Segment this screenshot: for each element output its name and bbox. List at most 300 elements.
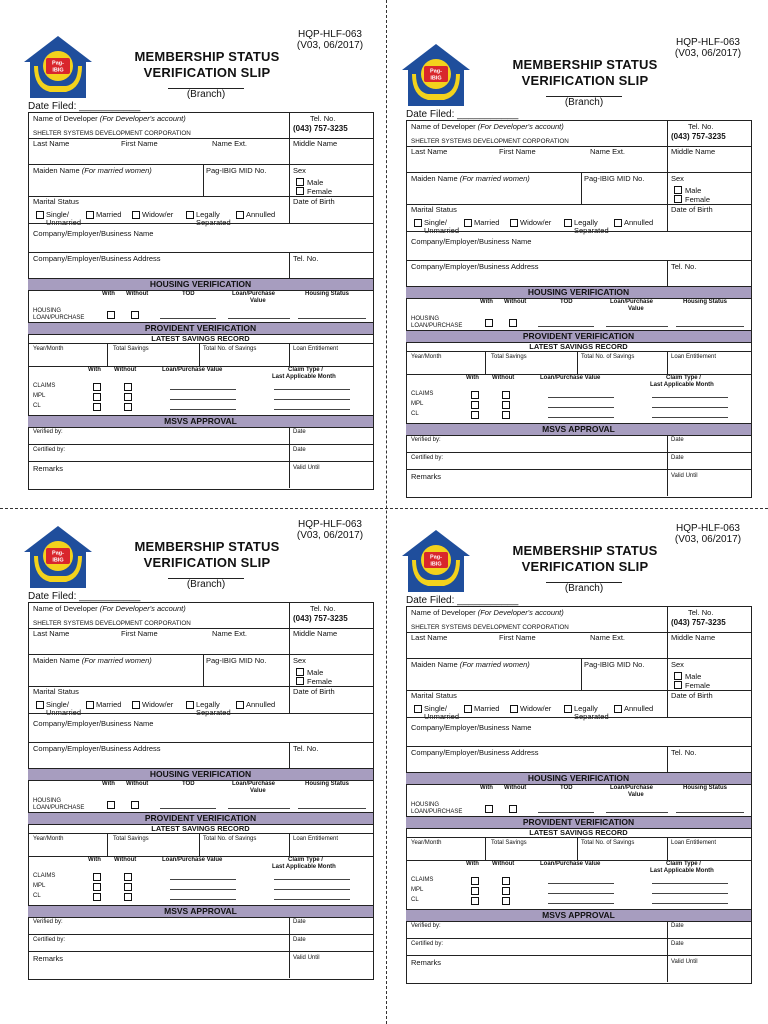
loan-purchase-label: Loan/Purchase (610, 299, 654, 305)
male-checkbox[interactable] (674, 672, 682, 680)
date-filed: Date Filed: ___________ (28, 591, 141, 602)
housing-without-checkbox[interactable] (509, 319, 517, 327)
certified-date-label: Date (293, 447, 306, 453)
certified-date-label: Date (293, 937, 306, 943)
housing-with-label: With (480, 785, 493, 791)
male-label: Male (307, 178, 324, 187)
housing-with-checkbox[interactable] (485, 805, 493, 813)
loan-value-field[interactable] (228, 318, 290, 319)
company-address-label: Company/Employer/Business Address (33, 254, 161, 263)
year-month-label: Year/Month (411, 354, 442, 360)
msvs-approval-band: MSVS APPROVAL (406, 423, 751, 436)
form-title-line2: VERIFICATION SLIP (143, 65, 271, 80)
housing-status-label: Housing Status (683, 785, 728, 791)
claims-without-checkbox[interactable] (502, 877, 510, 885)
married-label: Married (474, 218, 500, 227)
loan-entitlement-label: Loan Entitlement (293, 346, 339, 352)
legally-label: Legally (574, 218, 598, 227)
pag-ibig-logo-icon (398, 40, 474, 110)
cl-with-checkbox[interactable] (471, 897, 479, 905)
separated-label: Separated (574, 712, 609, 721)
loan-purchase-value-label: Loan/Purchase Value (162, 367, 223, 373)
cl-without-checkbox[interactable] (124, 403, 132, 411)
legally-separated-checkbox[interactable] (186, 701, 194, 709)
claims-loan-field[interactable] (170, 389, 236, 390)
maiden-label: Maiden Name (33, 166, 80, 175)
latest-savings-label: LATEST SAVINGS RECORD (151, 334, 250, 343)
claims-with-checkbox[interactable] (93, 383, 101, 391)
provident-verification-band: PROVIDENT VERIFICATION (28, 322, 373, 335)
year-month-label: Year/Month (33, 346, 64, 352)
claims-label: CLAIMS (33, 383, 56, 389)
loan-value-field[interactable] (228, 808, 290, 809)
provident-verification-band: PROVIDENT VERIFICATION (406, 816, 751, 829)
company-label: Company/Employer/Business Name (411, 723, 532, 732)
widow-label: Widow/er (520, 704, 552, 713)
middle-name-label: Middle Name (671, 633, 716, 642)
developer-value: SHELTER SYSTEMS DEVELOPMENT CORPORATION (411, 624, 569, 631)
mpl-loan-field[interactable] (170, 889, 236, 890)
certified-by-label: Certified by: (411, 941, 444, 947)
single-label: Single/ (46, 210, 69, 219)
value-label: Value (628, 306, 644, 312)
married-label: Married (96, 210, 122, 219)
mpl-label: MPL (411, 401, 424, 407)
housing-without-checkbox[interactable] (131, 311, 139, 319)
certified-by-label: Certified by: (33, 447, 66, 453)
tel-value: (043) 757-3235 (671, 618, 726, 627)
mpl-loan-field[interactable] (170, 399, 236, 400)
developer-label: Name of Developer (411, 122, 476, 131)
tod-label: TOD (560, 785, 573, 791)
name-ext-label: Name Ext. (590, 147, 626, 156)
mid-no-label: Pag-IBIG MID No. (206, 656, 267, 665)
separated-label: Separated (196, 218, 231, 227)
married-label: Married (96, 700, 122, 709)
annulled-label: Annulled (246, 210, 276, 219)
male-checkbox[interactable] (296, 668, 304, 676)
mpl-with-checkbox[interactable] (93, 883, 101, 891)
mpl-without-checkbox[interactable] (502, 887, 510, 895)
widow-checkbox[interactable] (132, 701, 140, 709)
single-label: Single/ (46, 700, 69, 709)
housing-with-label: With (102, 781, 115, 787)
mpl-with-checkbox[interactable] (93, 393, 101, 401)
claims-loan-field[interactable] (548, 883, 614, 884)
widow-checkbox[interactable] (510, 219, 518, 227)
legally-separated-checkbox[interactable] (186, 211, 194, 219)
widow-checkbox[interactable] (132, 211, 140, 219)
claims-label: CLAIMS (411, 391, 434, 397)
loan-purchase-value-label: Loan/Purchase Value (540, 375, 601, 381)
loan-purchase-row-label: LOAN/PURCHASE (33, 315, 85, 321)
married-checkbox[interactable] (464, 705, 472, 713)
loan-purchase-value-label: Loan/Purchase Value (540, 861, 601, 867)
cl-loan-field[interactable] (170, 899, 236, 900)
loan-entitlement-label: Loan Entitlement (671, 354, 717, 360)
form-version: (V03, 06/2017) (674, 534, 742, 545)
remarks-label: Remarks (33, 464, 64, 473)
membership-status-verification-slip-2 (378, 8, 762, 508)
loan-purchase-label: Loan/Purchase (232, 781, 276, 787)
unmarried-label: Unmarried (46, 708, 82, 717)
remarks-label: Remarks (33, 954, 64, 963)
widow-label: Widow/er (142, 700, 174, 709)
tel-value: (043) 757-3235 (293, 124, 348, 133)
female-label: Female (307, 187, 333, 196)
housing-row-label: HOUSING (33, 308, 62, 314)
date-filed: Date Filed: ___________ (28, 101, 141, 112)
provident-without-label: Without (114, 857, 137, 863)
mpl-loan-field[interactable] (548, 893, 614, 894)
annulled-checkbox[interactable] (236, 211, 244, 219)
form-code: HQP-HLF-063 (298, 29, 362, 40)
dob-label: Date of Birth (293, 687, 335, 696)
single-label: Single/ (424, 218, 447, 227)
annulled-checkbox[interactable] (614, 219, 622, 227)
claims-without-checkbox[interactable] (124, 383, 132, 391)
first-name-label: First Name (121, 139, 158, 148)
claims-without-checkbox[interactable] (124, 873, 132, 881)
female-label: Female (307, 677, 333, 686)
provident-with-label: With (88, 367, 101, 373)
latest-savings-label: LATEST SAVINGS RECORD (529, 342, 628, 351)
maiden-label: Maiden Name (411, 174, 458, 183)
tel-label: Tel. No. (310, 604, 336, 613)
form-title-line1: MEMBERSHIP STATUS (134, 539, 280, 554)
last-name-label: Last Name (33, 139, 70, 148)
cl-claim-type-field[interactable] (274, 409, 350, 410)
last-applicable-label: Last Applicable Month (272, 864, 336, 870)
housing-status-field[interactable] (298, 318, 366, 319)
housing-status-field[interactable] (298, 808, 366, 809)
housing-status-field[interactable] (676, 326, 744, 327)
cl-with-checkbox[interactable] (471, 411, 479, 419)
form-code: HQP-HLF-063 (676, 523, 740, 534)
cl-claim-type-field[interactable] (652, 903, 728, 904)
developer-note: (For Developer's account) (99, 604, 186, 613)
mpl-claim-type-field[interactable] (652, 893, 728, 894)
year-month-label: Year/Month (33, 836, 64, 842)
verified-by-label: Verified by: (33, 919, 63, 925)
form-title-line2: VERIFICATION SLIP (143, 555, 271, 570)
male-label: Male (307, 668, 324, 677)
claims-without-checkbox[interactable] (502, 391, 510, 399)
cl-without-checkbox[interactable] (502, 411, 510, 419)
cl-loan-field[interactable] (548, 903, 614, 904)
claim-type-label: Claim Type / (666, 861, 701, 867)
cl-claim-type-field[interactable] (274, 899, 350, 900)
annulled-checkbox[interactable] (236, 701, 244, 709)
loan-value-field[interactable] (606, 326, 668, 327)
total-no-savings-label: Total No. of Savings (581, 840, 635, 846)
male-label: Male (685, 186, 702, 195)
developer-note: (For Developer's account) (99, 114, 186, 123)
maiden-note: (For married women) (81, 166, 152, 175)
date-filed: Date Filed: ___________ (406, 595, 519, 606)
claims-with-checkbox[interactable] (93, 873, 101, 881)
single-label: Single/ (424, 704, 447, 713)
tod-label: TOD (182, 781, 195, 787)
provident-verification-band: PROVIDENT VERIFICATION (406, 330, 751, 343)
svg-text:Pag-: Pag- (52, 550, 64, 557)
single-checkbox[interactable] (36, 701, 44, 709)
marital-status-label: Marital Status (411, 691, 457, 700)
cl-label: CL (411, 897, 419, 903)
membership-status-verification-slip-4 (378, 494, 762, 994)
cl-loan-field[interactable] (548, 417, 614, 418)
svg-text:Pag-: Pag- (430, 554, 442, 561)
housing-verification-band: HOUSING VERIFICATION (28, 278, 373, 291)
unmarried-label: Unmarried (424, 226, 460, 235)
female-checkbox[interactable] (674, 195, 682, 203)
claims-claim-type-field[interactable] (274, 389, 350, 390)
msvs-approval-band: MSVS APPROVAL (406, 909, 751, 922)
housing-verification-band: HOUSING VERIFICATION (406, 286, 751, 299)
developer-value: SHELTER SYSTEMS DEVELOPMENT CORPORATION (33, 130, 191, 137)
cl-label: CL (33, 403, 41, 409)
company-label: Company/Employer/Business Name (33, 229, 154, 238)
cl-without-checkbox[interactable] (124, 893, 132, 901)
widow-label: Widow/er (142, 210, 174, 219)
housing-without-checkbox[interactable] (131, 801, 139, 809)
last-name-label: Last Name (411, 147, 448, 156)
developer-label: Name of Developer (33, 114, 98, 123)
married-label: Married (474, 704, 500, 713)
annulled-label: Annulled (624, 704, 654, 713)
housing-without-label: Without (126, 291, 149, 297)
mid-no-label: Pag-IBIG MID No. (584, 660, 645, 669)
tel-label: Tel. No. (688, 608, 714, 617)
first-name-label: First Name (499, 147, 536, 156)
sex-label: Sex (293, 166, 306, 175)
claims-loan-field[interactable] (548, 397, 614, 398)
loan-entitlement-label: Loan Entitlement (671, 840, 717, 846)
tod-field[interactable] (538, 812, 594, 813)
company-address-label: Company/Employer/Business Address (33, 744, 161, 753)
mpl-with-checkbox[interactable] (471, 401, 479, 409)
value-label: Value (250, 298, 266, 304)
housing-row-label: HOUSING (411, 802, 440, 808)
svg-text:Pag-: Pag- (52, 60, 64, 67)
cl-loan-field[interactable] (170, 409, 236, 410)
housing-with-checkbox[interactable] (107, 801, 115, 809)
female-checkbox[interactable] (296, 677, 304, 685)
mpl-label: MPL (33, 883, 46, 889)
legally-label: Legally (574, 704, 598, 713)
developer-note: (For Developer's account) (477, 608, 564, 617)
widow-label: Widow/er (520, 218, 552, 227)
company-tel-label: Tel. No. (671, 262, 697, 271)
loan-value-field[interactable] (606, 812, 668, 813)
last-applicable-label: Last Applicable Month (650, 868, 714, 874)
mpl-without-checkbox[interactable] (124, 393, 132, 401)
developer-value: SHELTER SYSTEMS DEVELOPMENT CORPORATION (33, 620, 191, 627)
form-title-line2: VERIFICATION SLIP (521, 73, 649, 88)
company-address-label: Company/Employer/Business Address (411, 262, 539, 271)
membership-status-verification-slip-1 (0, 0, 384, 500)
mpl-without-checkbox[interactable] (502, 401, 510, 409)
mpl-without-checkbox[interactable] (124, 883, 132, 891)
male-checkbox[interactable] (296, 178, 304, 186)
middle-name-label: Middle Name (293, 629, 338, 638)
separated-label: Separated (574, 226, 609, 235)
maiden-label: Maiden Name (411, 660, 458, 669)
last-applicable-label: Last Applicable Month (650, 382, 714, 388)
housing-status-label: Housing Status (683, 299, 728, 305)
cl-with-checkbox[interactable] (93, 403, 101, 411)
total-savings-label: Total Savings (113, 346, 149, 352)
first-name-label: First Name (121, 629, 158, 638)
loan-purchase-label: Loan/Purchase (610, 785, 654, 791)
company-label: Company/Employer/Business Name (411, 237, 532, 246)
last-applicable-label: Last Applicable Month (272, 374, 336, 380)
provident-with-label: With (466, 375, 479, 381)
housing-with-label: With (480, 299, 493, 305)
cl-label: CL (411, 411, 419, 417)
housing-with-checkbox[interactable] (485, 319, 493, 327)
married-checkbox[interactable] (86, 701, 94, 709)
provident-verification-band: PROVIDENT VERIFICATION (28, 812, 373, 825)
mpl-loan-field[interactable] (548, 407, 614, 408)
claims-claim-type-field[interactable] (652, 883, 728, 884)
total-savings-label: Total Savings (113, 836, 149, 842)
female-checkbox[interactable] (674, 681, 682, 689)
tel-label: Tel. No. (688, 122, 714, 131)
mpl-claim-type-field[interactable] (274, 399, 350, 400)
marital-status-label: Marital Status (411, 205, 457, 214)
certified-date-label: Date (671, 455, 684, 461)
provident-with-label: With (466, 861, 479, 867)
legally-separated-checkbox[interactable] (564, 705, 572, 713)
svg-text:Pag-: Pag- (430, 68, 442, 75)
unmarried-label: Unmarried (46, 218, 82, 227)
housing-status-field[interactable] (676, 812, 744, 813)
unmarried-label: Unmarried (424, 712, 460, 721)
maiden-note: (For married women) (459, 174, 530, 183)
loan-purchase-row-label: LOAN/PURCHASE (33, 805, 85, 811)
provident-without-label: Without (492, 861, 515, 867)
annulled-checkbox[interactable] (614, 705, 622, 713)
name-ext-label: Name Ext. (212, 629, 248, 638)
cl-with-checkbox[interactable] (93, 893, 101, 901)
cl-claim-type-field[interactable] (652, 417, 728, 418)
remarks-label: Remarks (411, 472, 442, 481)
company-tel-label: Tel. No. (671, 748, 697, 757)
total-no-savings-label: Total No. of Savings (203, 346, 257, 352)
tel-value: (043) 757-3235 (671, 132, 726, 141)
claims-with-checkbox[interactable] (471, 391, 479, 399)
msvs-approval-band: MSVS APPROVAL (28, 905, 373, 918)
housing-row-label: HOUSING (411, 316, 440, 322)
latest-savings-label: LATEST SAVINGS RECORD (529, 828, 628, 837)
single-checkbox[interactable] (414, 705, 422, 713)
single-checkbox[interactable] (36, 211, 44, 219)
value-label: Value (250, 788, 266, 794)
branch-label: (Branch) (186, 89, 226, 100)
claim-type-label: Claim Type / (288, 367, 323, 373)
msvs-approval-band: MSVS APPROVAL (28, 415, 373, 428)
dob-label: Date of Birth (671, 205, 713, 214)
svg-text:IBIG: IBIG (430, 561, 442, 568)
legally-separated-checkbox[interactable] (564, 219, 572, 227)
male-label: Male (685, 672, 702, 681)
claims-claim-type-field[interactable] (274, 879, 350, 880)
mpl-label: MPL (411, 887, 424, 893)
value-label: Value (628, 792, 644, 798)
verified-date-label: Date (293, 919, 306, 925)
verified-by-label: Verified by: (411, 437, 441, 443)
housing-with-checkbox[interactable] (107, 311, 115, 319)
verified-by-label: Verified by: (411, 923, 441, 929)
svg-text:IBIG: IBIG (52, 67, 64, 74)
housing-verification-band: HOUSING VERIFICATION (406, 772, 751, 785)
claims-claim-type-field[interactable] (652, 397, 728, 398)
separated-label: Separated (196, 708, 231, 717)
single-checkbox[interactable] (414, 219, 422, 227)
mid-no-label: Pag-IBIG MID No. (584, 174, 645, 183)
claims-with-checkbox[interactable] (471, 877, 479, 885)
housing-without-checkbox[interactable] (509, 805, 517, 813)
svg-text:IBIG: IBIG (52, 557, 64, 564)
female-checkbox[interactable] (296, 187, 304, 195)
certified-by-label: Certified by: (33, 937, 66, 943)
tel-label: Tel. No. (310, 114, 336, 123)
claims-loan-field[interactable] (170, 879, 236, 880)
branch-label: (Branch) (564, 97, 604, 108)
form-title-line1: MEMBERSHIP STATUS (512, 543, 658, 558)
tel-value: (043) 757-3235 (293, 614, 348, 623)
pag-ibig-logo-icon (20, 522, 96, 592)
married-checkbox[interactable] (86, 211, 94, 219)
widow-checkbox[interactable] (510, 705, 518, 713)
tod-field[interactable] (160, 318, 216, 319)
middle-name-label: Middle Name (293, 139, 338, 148)
mpl-claim-type-field[interactable] (274, 889, 350, 890)
cl-label: CL (33, 893, 41, 899)
claim-type-label: Claim Type / (666, 375, 701, 381)
cl-without-checkbox[interactable] (502, 897, 510, 905)
developer-label: Name of Developer (411, 608, 476, 617)
legally-label: Legally (196, 700, 220, 709)
tod-field[interactable] (538, 326, 594, 327)
valid-until-label: Valid Until (671, 959, 698, 965)
developer-note: (For Developer's account) (477, 122, 564, 131)
male-checkbox[interactable] (674, 186, 682, 194)
tod-field[interactable] (160, 808, 216, 809)
housing-status-label: Housing Status (305, 291, 350, 297)
verified-by-label: Verified by: (33, 429, 63, 435)
mpl-claim-type-field[interactable] (652, 407, 728, 408)
developer-value: SHELTER SYSTEMS DEVELOPMENT CORPORATION (411, 138, 569, 145)
year-month-label: Year/Month (411, 840, 442, 846)
valid-until-label: Valid Until (293, 465, 320, 471)
verified-date-label: Date (293, 429, 306, 435)
total-savings-label: Total Savings (491, 354, 527, 360)
mpl-with-checkbox[interactable] (471, 887, 479, 895)
claims-label: CLAIMS (33, 873, 56, 879)
loan-purchase-row-label: LOAN/PURCHASE (411, 809, 463, 815)
name-ext-label: Name Ext. (590, 633, 626, 642)
housing-verification-band: HOUSING VERIFICATION (28, 768, 373, 781)
branch-label: (Branch) (186, 579, 226, 590)
housing-with-label: With (102, 291, 115, 297)
last-name-label: Last Name (411, 633, 448, 642)
married-checkbox[interactable] (464, 219, 472, 227)
form-title-line1: MEMBERSHIP STATUS (134, 49, 280, 64)
annulled-label: Annulled (246, 700, 276, 709)
branch-label: (Branch) (564, 583, 604, 594)
